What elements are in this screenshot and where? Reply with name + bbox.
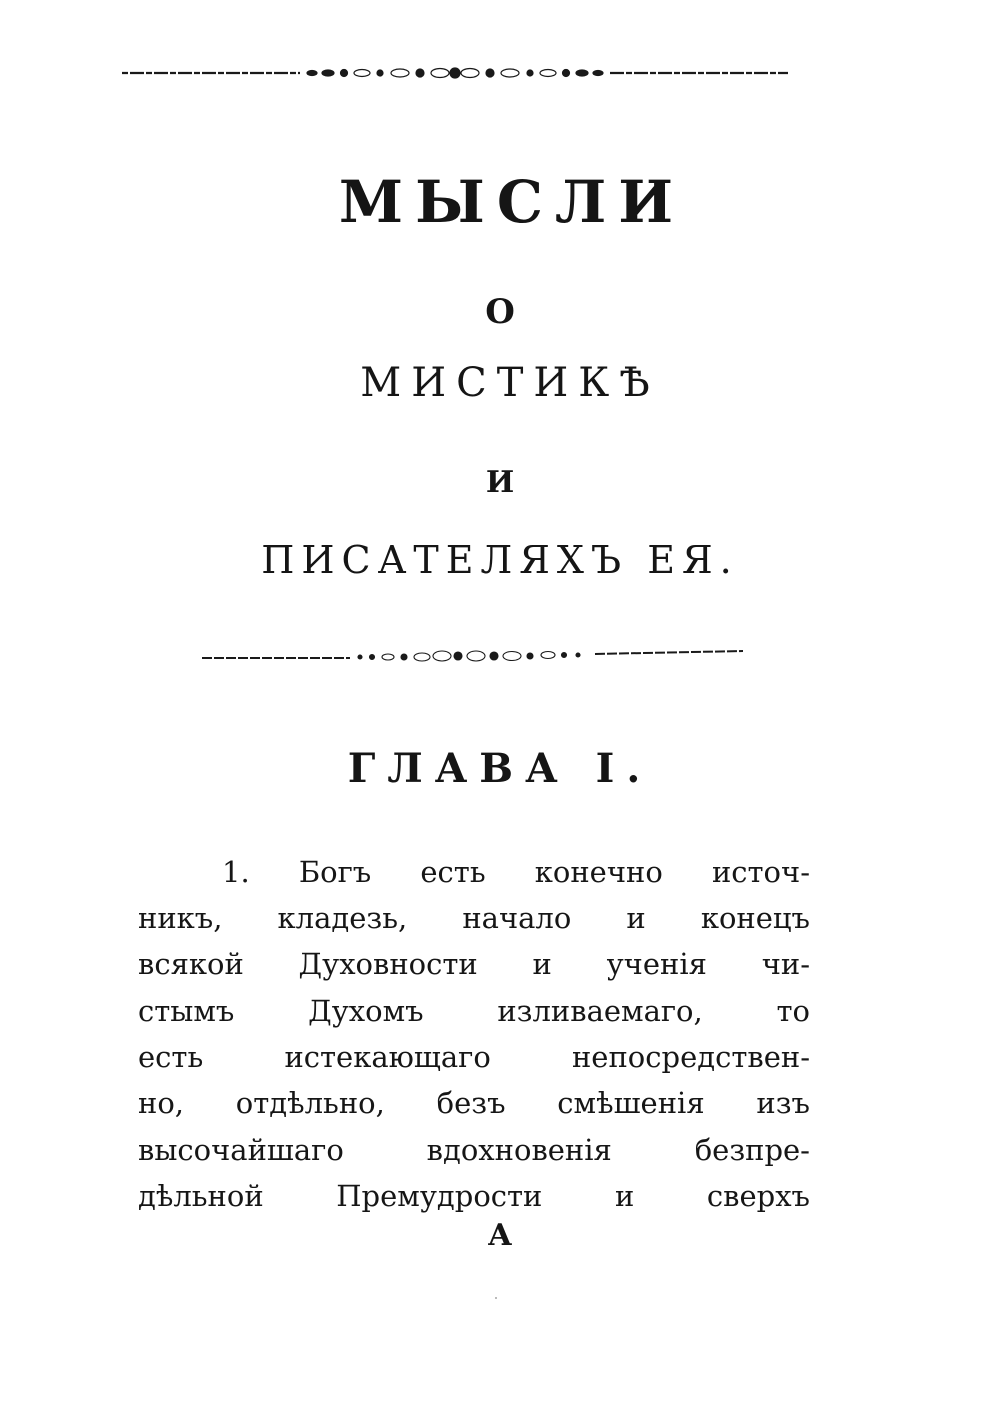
body-text-line: никъ, кладезь, начало и конецъ bbox=[138, 901, 810, 935]
title-preposition: О bbox=[485, 292, 515, 332]
chapter-heading: ГЛАВА I. bbox=[347, 745, 653, 792]
middle-ornament-rule bbox=[200, 645, 745, 667]
top-ornament-rule bbox=[120, 62, 790, 84]
title-writers: ПИСАТЕЛЯХЪ ЕЯ. bbox=[261, 538, 739, 582]
body-text-line: высочайшаго вдохновенія безпре- bbox=[138, 1133, 810, 1167]
title-conjunction: И bbox=[485, 465, 515, 500]
body-text-line: 1. Богъ есть конечно источ- bbox=[222, 855, 810, 889]
body-text-line: всякой Духовности и ученія чи- bbox=[138, 947, 810, 981]
signature-mark: А bbox=[487, 1218, 513, 1253]
book-title: МЫСЛИ bbox=[338, 168, 686, 236]
body-text-line: есть истекающаго непосредствен- bbox=[138, 1040, 810, 1074]
body-text-line: но, отдѣльно, безъ смѣшенія изъ bbox=[138, 1086, 810, 1120]
body-text-line: стымъ Духомъ изливаемаго, то bbox=[138, 994, 810, 1028]
body-text-line: дѣльной Премудрости и сверхъ bbox=[138, 1179, 810, 1213]
title-subject: МИСТИКѢ bbox=[360, 360, 660, 406]
print-speck bbox=[495, 1297, 497, 1299]
